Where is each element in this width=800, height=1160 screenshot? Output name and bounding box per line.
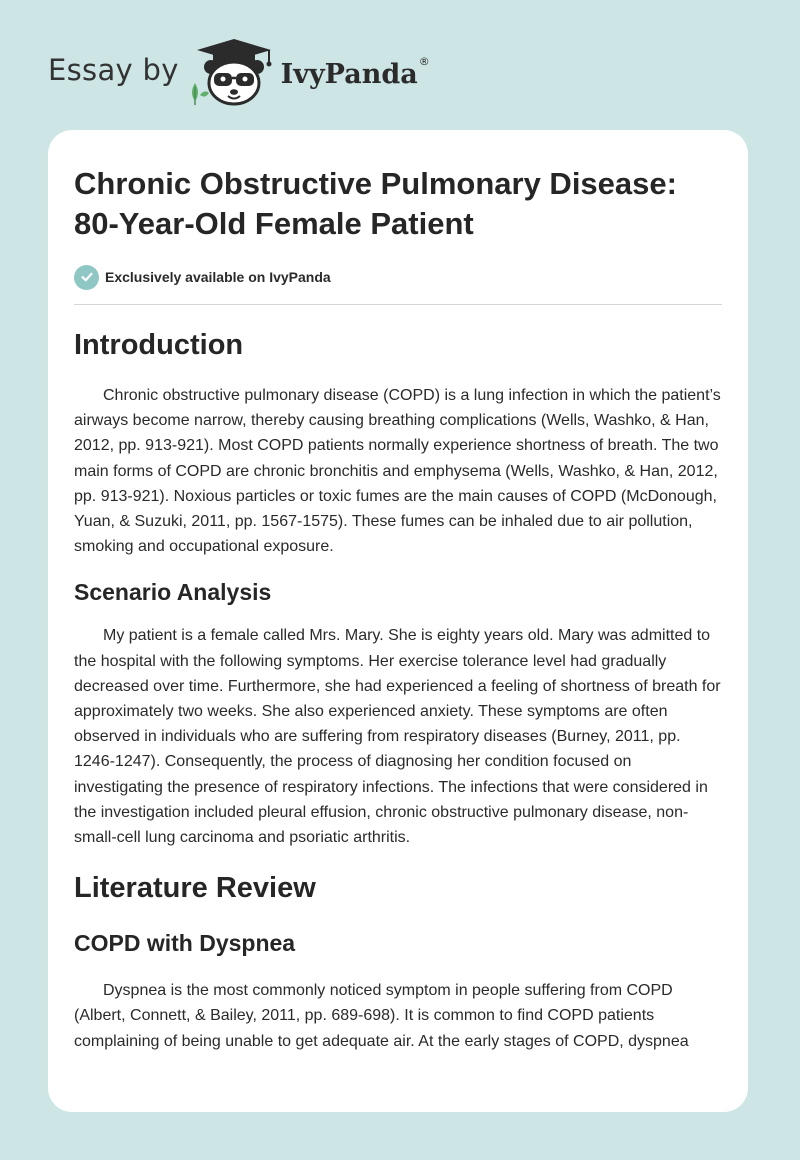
article-content xyxy=(48,130,748,1054)
registered-mark: ® xyxy=(418,54,430,68)
paragraph-copd-dyspnea: Dyspnea is the most commonly noticed symptom in people suffering from COPD (Albert, Connett, & Bailey, 2011, pp. 689-698). It is common to find COPD patients complaining of being unable to get adequate air. At the early stages of COPD, dyspnea xyxy=(74,982,689,1050)
section-heading-copd-dyspnea: COPD with Dyspnea xyxy=(74,930,296,957)
section-heading-literature-review: Literature Review xyxy=(74,872,316,905)
exclusive-label: Exclusively available on IvyPanda xyxy=(105,269,331,285)
section-heading-introduction: Introduction xyxy=(74,329,244,361)
paragraph-introduction: Chronic obstructive pulmonary disease (COPD) is a lung infection in which the patient’s airways become narrow, thereby causing breathing complications (Wells, Washko, & Han, 2012, pp. 913-921). Most COPD patients normally experience shortness of breath. The two main forms of COPD are chronic bronchitis and emphysema (Wells, Washko, & Han, 2012, pp. 913-921). Noxious particles or toxic fumes are the main causes of COPD (McDonough, Yuan, & Suzuki, 2011, pp. 1567-1575). These fumes can be inhaled due to air pollution, smoking and occupational exposure. xyxy=(74,387,721,556)
article-card xyxy=(48,130,748,1112)
brand-prefix: Essay by xyxy=(48,52,179,87)
brand-header xyxy=(48,36,430,108)
section-heading-scenario-analysis: Scenario Analysis xyxy=(74,579,272,606)
divider xyxy=(74,304,722,305)
page-title-line1: Chronic Obstructive Pulmonary Disease: xyxy=(74,166,677,201)
check-icon xyxy=(74,265,99,290)
panda-logo-icon[interactable] xyxy=(189,37,279,107)
brand-name[interactable]: IvyPanda xyxy=(280,58,418,90)
paragraph-scenario-analysis: My patient is a female called Mrs. Mary. She is eighty years old. Mary was admitted to the hospital with the following symptoms. Her exercise tolerance level had gradually decreased over time. Furthermore, she had experienced a feeling of shortness of breath for approximately two weeks. She also experienced anxiety. These symptoms are often observed in individuals who are suffering from respiratory diseases (Burney, 2011, pp. 1246-1247). Consequently, the process of diagnosing her condition focused on investigating the presence of respiratory infections. The infections that were considered in the investigation included pleural effusion, chronic obstructive pulmonary disease, non-small-cell lung carcinoma and psoriatic arthritis. xyxy=(74,627,721,847)
page-title xyxy=(74,164,722,244)
exclusive-badge xyxy=(74,264,722,290)
page-title-line2: 80-Year-Old Female Patient xyxy=(74,206,474,241)
